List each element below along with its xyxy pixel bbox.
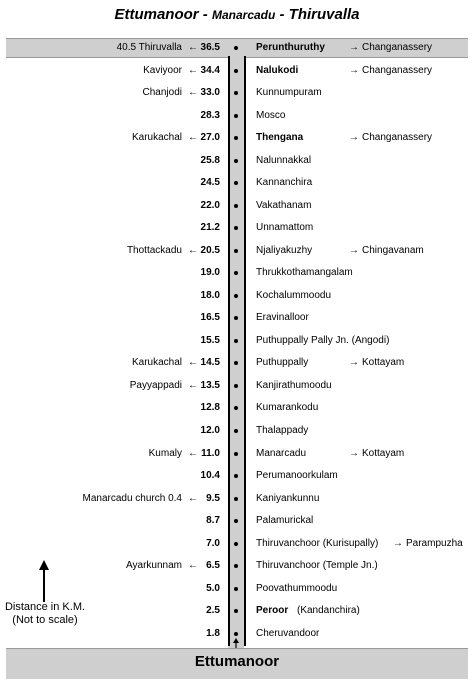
stop-marker xyxy=(234,406,238,410)
branch-left-label: Payyappadi xyxy=(129,379,182,391)
title-destination: Thiruvalla xyxy=(288,6,360,23)
stop-name: Nalunnakkal xyxy=(256,154,312,166)
stop-name: Unnamattom xyxy=(256,222,314,234)
stop-marker xyxy=(234,497,238,501)
arrow-left-icon: ← xyxy=(188,492,198,504)
stop-distance: 24.5 xyxy=(200,177,220,189)
branch-left-label: Ayarkunnam xyxy=(126,560,182,572)
stop-row xyxy=(0,556,474,576)
stop-marker xyxy=(234,181,238,185)
stop-name: Mosco xyxy=(256,109,286,121)
branch-right-label: Parampuzha xyxy=(406,537,463,549)
branch-right-label: Changanassery xyxy=(362,132,433,144)
stop-name: Peroor xyxy=(256,605,289,617)
arrow-right-icon: → xyxy=(349,447,359,459)
arrow-left-icon: ← xyxy=(188,447,198,459)
stop-row xyxy=(0,286,474,306)
arrow-left-icon: ← xyxy=(188,42,198,53)
stop-distance: 14.5 xyxy=(200,357,220,369)
stop-distance: 8.7 xyxy=(206,515,220,527)
stop-name: Vakathanam xyxy=(256,199,312,211)
stop-marker xyxy=(234,159,238,163)
branch-left-label: 40.5 Thiruvalla xyxy=(116,42,182,53)
stop-marker xyxy=(234,316,238,320)
stop-row xyxy=(0,466,474,486)
stop-distance: 13.5 xyxy=(200,379,220,391)
branch-right-label: Chingavanam xyxy=(362,244,424,256)
stop-row xyxy=(0,421,474,441)
stop-row xyxy=(0,151,474,171)
stop-marker xyxy=(234,519,238,523)
stop-distance: 10.4 xyxy=(200,470,220,482)
stop-row xyxy=(0,331,474,351)
stop-marker xyxy=(234,474,238,478)
stop-row xyxy=(0,308,474,328)
stop-distance: 7.0 xyxy=(206,537,220,549)
stop-marker xyxy=(234,136,238,140)
stop-name: Eravinalloor xyxy=(256,312,309,324)
stop-distance: 25.8 xyxy=(200,154,220,166)
legend-note: (Not to scale) xyxy=(12,614,78,626)
branch-left-label: Karukachal xyxy=(131,357,182,369)
distance-legend xyxy=(0,601,90,627)
branch-right-label: Changanassery xyxy=(362,42,433,53)
stop-name: Kanjirathumoodu xyxy=(256,379,332,391)
stop-marker xyxy=(234,542,238,546)
stop-marker xyxy=(234,384,238,388)
stop-marker xyxy=(234,294,238,298)
stop-marker xyxy=(234,91,238,95)
stop-name: Kumarankodu xyxy=(256,402,319,414)
stop-distance: 2.5 xyxy=(206,605,220,617)
branch-left-label: Manarcadu church 0.4 xyxy=(82,492,182,504)
stop-row xyxy=(0,263,474,283)
arrow-left-icon: ← xyxy=(188,379,198,391)
stop-distance: 16.5 xyxy=(200,312,220,324)
stop-name: Perunthuruthy xyxy=(256,42,325,53)
stop-marker xyxy=(234,361,238,365)
stop-distance: 6.5 xyxy=(206,560,220,572)
stop-marker xyxy=(234,114,238,118)
arrow-left-icon: ← xyxy=(188,244,198,256)
stop-distance: 20.5 xyxy=(200,244,220,256)
arrow-right-icon: → xyxy=(393,537,403,549)
stop-marker xyxy=(234,226,238,230)
stop-marker xyxy=(234,46,238,50)
stop-distance: 21.2 xyxy=(200,222,220,234)
title-origin: Ettumanoor xyxy=(114,6,199,23)
branch-left-label: Chanjodi xyxy=(142,87,182,99)
stop-row xyxy=(0,61,474,81)
title-dash: - xyxy=(202,6,208,23)
arrow-right-icon: → xyxy=(349,42,359,53)
stop-marker xyxy=(234,271,238,275)
stop-name: Njaliyakuzhy xyxy=(256,244,313,256)
arrow-right-icon: → xyxy=(349,244,359,256)
stop-distance: 28.3 xyxy=(200,109,220,121)
stop-row xyxy=(0,353,474,373)
title-dash: - xyxy=(279,6,285,23)
stop-marker xyxy=(234,249,238,253)
stop-name-suffix: (Kandanchira) xyxy=(297,605,360,617)
stop-row xyxy=(0,218,474,238)
arrow-left-icon: ← xyxy=(188,64,198,76)
stop-name: Poovathummoodu xyxy=(256,582,338,594)
up-arrow-icon xyxy=(37,560,51,602)
arrow-right-icon: → xyxy=(349,64,359,76)
stop-row xyxy=(0,444,474,464)
stop-name: Cheruvandoor xyxy=(256,627,320,639)
arrow-left-icon: ← xyxy=(188,560,198,572)
legend-title: Distance in K.M. xyxy=(4,601,86,613)
branch-right-label: Kottayam xyxy=(362,447,405,459)
stop-row xyxy=(0,241,474,261)
arrow-left-icon: ← xyxy=(188,357,198,369)
stop-distance: 5.0 xyxy=(206,582,220,594)
branch-left-label: Thottackadu xyxy=(126,244,182,256)
branch-right-label: Changanassery xyxy=(362,64,433,76)
stop-marker xyxy=(234,452,238,456)
page-title xyxy=(0,6,474,23)
stop-row xyxy=(0,376,474,396)
stop-marker xyxy=(234,564,238,568)
arrow-right-icon: → xyxy=(349,132,359,144)
stop-distance: 22.0 xyxy=(200,199,220,211)
stop-name: Kannanchira xyxy=(256,177,313,189)
stop-marker xyxy=(234,69,238,73)
stop-distance: 18.0 xyxy=(200,289,220,301)
branch-right-label: Kottayam xyxy=(362,357,405,369)
stop-name: Thalappady xyxy=(256,425,309,436)
stop-row xyxy=(0,83,474,103)
stop-row xyxy=(0,489,474,509)
stop-name: Kaniyankunnu xyxy=(256,492,320,504)
stop-name: Nalukodi xyxy=(256,64,299,76)
stop-distance: 12.8 xyxy=(200,402,220,414)
stop-row xyxy=(0,196,474,216)
stop-name: Kochalummoodu xyxy=(256,289,332,301)
branch-left-label: Kumaly xyxy=(148,447,182,459)
stop-name: Puthuppally xyxy=(256,357,309,369)
arrow-right-icon: → xyxy=(349,357,359,369)
stop-marker xyxy=(234,204,238,208)
origin-label: Ettumanoor xyxy=(194,653,280,670)
title-via: Manarcadu xyxy=(211,8,276,22)
stop-distance: 36.5 xyxy=(200,42,220,53)
stop-marker xyxy=(234,609,238,613)
stop-distance: 15.5 xyxy=(200,334,220,346)
stop-distance: 11.0 xyxy=(201,447,220,459)
stop-distance: 12.0 xyxy=(200,425,220,436)
arrow-left-icon: ← xyxy=(188,132,198,144)
stop-name: Palamurickal xyxy=(256,515,314,527)
stop-row xyxy=(0,173,474,193)
stop-row xyxy=(0,128,474,148)
stop-name: Puthuppally Pally Jn. (Angodi) xyxy=(256,334,390,346)
arrow-left-icon: ← xyxy=(188,87,198,99)
stop-marker xyxy=(234,339,238,343)
stop-name: Kunnumpuram xyxy=(256,87,322,99)
stop-marker xyxy=(234,587,238,591)
branch-left-label: Kaviyoor xyxy=(143,64,182,76)
stop-distance: 19.0 xyxy=(200,267,220,279)
stop-row xyxy=(0,398,474,418)
stop-name: Thrukkothamangalam xyxy=(256,267,353,279)
stop-name: Manarcadu xyxy=(256,447,307,459)
stop-marker xyxy=(234,632,238,636)
stop-distance: 27.0 xyxy=(200,132,220,144)
stop-row xyxy=(0,534,474,554)
branch-left-label: Karukachal xyxy=(131,132,182,144)
stop-name: Thiruvanchoor (Kurisupally) xyxy=(256,537,379,549)
stop-distance: 9.5 xyxy=(206,492,220,504)
stop-row xyxy=(0,106,474,126)
stop-name: Thiruvanchoor (Temple Jn.) xyxy=(256,560,378,572)
stop-name: Perumanoorkulam xyxy=(256,470,338,482)
stop-distance: 33.0 xyxy=(200,87,220,99)
stop-distance: 1.8 xyxy=(206,627,220,639)
stop-row xyxy=(0,38,474,58)
stop-marker xyxy=(234,429,238,433)
stop-name: Thengana xyxy=(256,132,304,144)
stop-row xyxy=(0,511,474,531)
stop-row xyxy=(0,579,474,599)
stop-distance: 34.4 xyxy=(200,64,220,76)
